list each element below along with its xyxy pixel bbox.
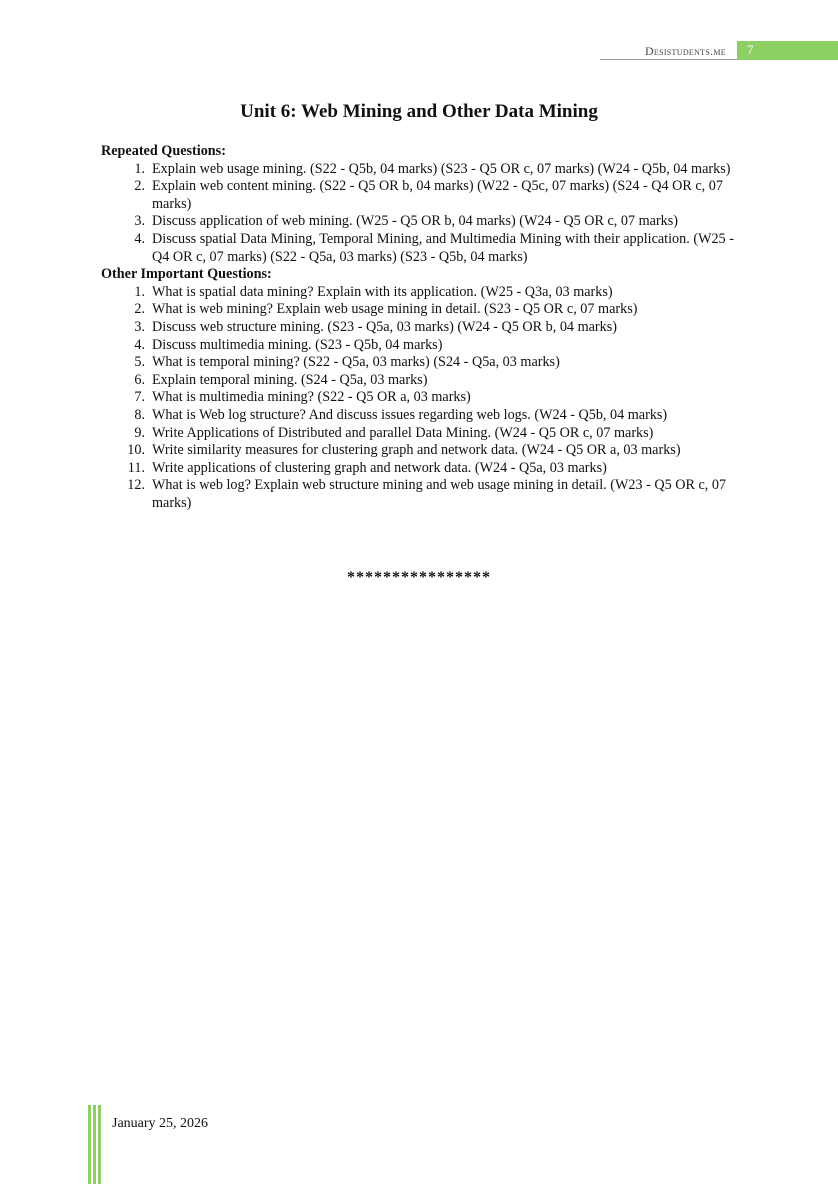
item-text: What is Web log structure? And discuss issues regarding web logs. (W24 - Q5b, 04 marks) [152, 406, 668, 423]
item-number: 1. [134, 283, 145, 300]
footer-bar [88, 1105, 91, 1184]
footer-bar [93, 1105, 96, 1184]
list-item [101, 284, 751, 302]
item-number: 9. [134, 424, 145, 441]
list-item [101, 425, 751, 443]
item-text: Explain temporal mining. (S24 - Q5a, 03 marks) [152, 371, 428, 388]
content [101, 143, 751, 512]
list-item [101, 389, 751, 407]
item-text: What is web log? Explain web structure mining and web usage mining in detail. (W23 - Q5 OR c, 07 marks) [152, 477, 727, 511]
item-number: 7. [134, 389, 145, 406]
footer-bar [98, 1105, 101, 1184]
list-item [101, 213, 751, 231]
list-item [101, 319, 751, 337]
item-number: 6. [134, 371, 145, 388]
footer-accent-bars [88, 1105, 102, 1184]
list-item [101, 372, 751, 390]
item-number: 2. [134, 178, 145, 195]
item-number: 12. [127, 477, 145, 494]
section-separator: **************** [347, 569, 491, 586]
item-number: 11. [127, 459, 145, 476]
list-item [101, 407, 751, 425]
item-text: What is spatial data mining? Explain with its application. (W25 - Q3a, 03 marks) [152, 283, 613, 300]
page-title: Unit 6: Web Mining and Other Data Mining [240, 101, 598, 122]
item-number: 3. [134, 318, 145, 335]
item-text: Discuss web structure mining. (S23 - Q5a, 03 marks) (W24 - Q5 OR b, 04 marks) [152, 318, 617, 335]
repeated-questions-list [101, 161, 751, 267]
item-text: What is web mining? Explain web usage mining in detail. (S23 - Q5 OR c, 07 marks) [152, 301, 638, 318]
item-number: 5. [134, 354, 145, 371]
item-number: 8. [134, 406, 145, 423]
item-text: What is multimedia mining? (S22 - Q5 OR a, 03 marks) [152, 389, 471, 406]
item-text: Discuss application of web mining. (W25 - Q5 OR b, 04 marks) (W24 - Q5 OR c, 07 marks) [152, 213, 679, 230]
list-item [101, 231, 751, 266]
header-rule [600, 59, 737, 60]
item-text: Discuss spatial Data Mining, Temporal Mining, and Multimedia Mining with their application. (W25 - Q4 OR c, 07 marks) (S22 - Q5a, 03 marks) (S23 - Q5b, 04 marks) [152, 230, 734, 265]
list-item [101, 354, 751, 372]
item-text: Write similarity measures for clustering graph and network data. (W24 - Q5 OR a, 03 marks) [152, 442, 681, 459]
other-questions-heading: Other Important Questions: [101, 266, 272, 283]
item-text: Explain web content mining. (S22 - Q5 OR b, 04 marks) (W22 - Q5c, 07 marks) (S24 - Q4 OR c, 07 marks) [152, 178, 723, 212]
item-number: 3. [134, 213, 145, 230]
other-questions-list [101, 284, 751, 513]
page-number-badge [737, 41, 838, 60]
list-item [101, 178, 751, 213]
header-site-name: Desistudents.me [644, 44, 726, 58]
repeated-questions-heading: Repeated Questions: [101, 143, 226, 159]
list-item [101, 301, 751, 319]
item-number: 4. [134, 230, 145, 247]
item-text: Discuss multimedia mining. (S23 - Q5b, 04 marks) [152, 336, 443, 353]
item-number: 10. [127, 442, 145, 459]
list-item [101, 442, 751, 460]
item-number: 2. [134, 301, 145, 318]
list-item [101, 337, 751, 355]
item-text: Write Applications of Distributed and parallel Data Mining. (W24 - Q5 OR c, 07 marks) [152, 424, 654, 441]
item-text: What is temporal mining? (S22 - Q5a, 03 marks) (S24 - Q5a, 03 marks) [152, 354, 560, 371]
list-item [101, 477, 751, 512]
item-number: 4. [134, 336, 145, 353]
list-item [101, 161, 751, 179]
item-text: Explain web usage mining. (S22 - Q5b, 04 marks) (S23 - Q5 OR c, 07 marks) (W24 - Q5b, 04 marks) [152, 160, 731, 177]
list-item [101, 460, 751, 478]
page-number: 7 [747, 42, 754, 57]
footer-date: January 25, 2026 [112, 1116, 209, 1131]
item-number: 1. [134, 160, 145, 177]
item-text: Write applications of clustering graph and network data. (W24 - Q5a, 03 marks) [152, 459, 607, 476]
